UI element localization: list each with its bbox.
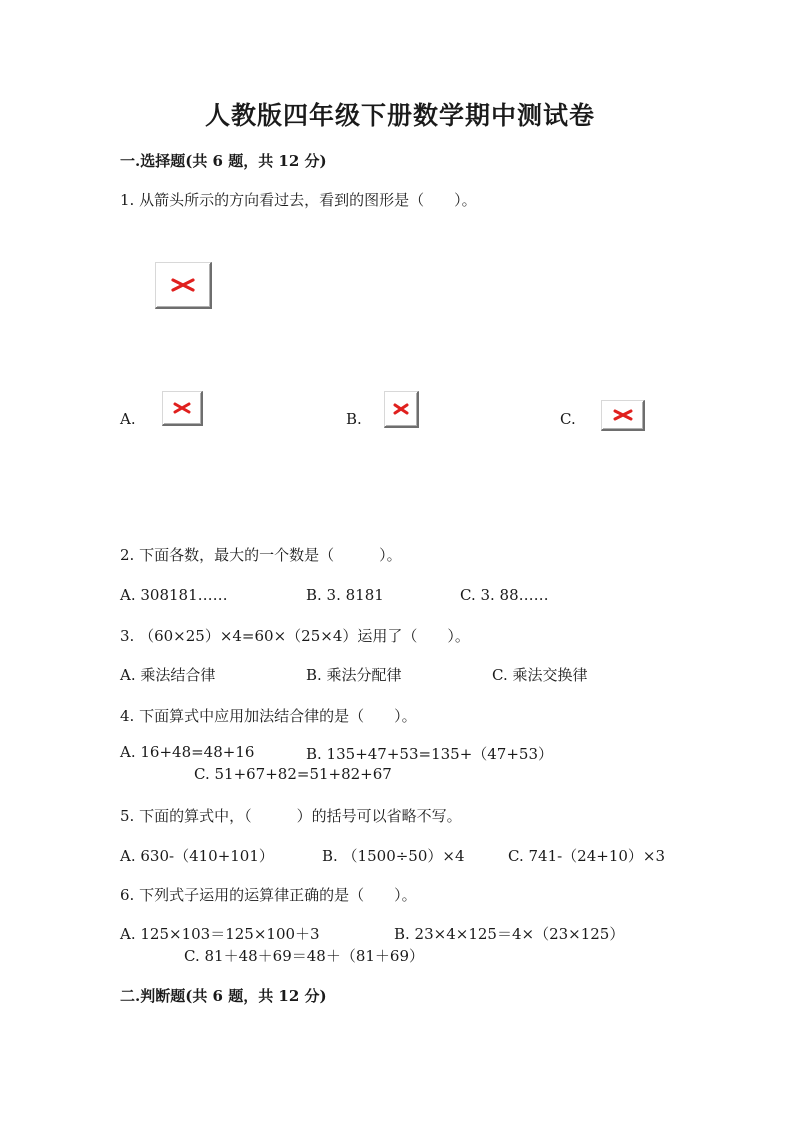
- question-2-option-c: C. 3. 88……: [460, 586, 549, 604]
- section-heading-choice: 一.选择题(共 6 题，共 12 分): [120, 152, 327, 170]
- broken-image-icon: [170, 278, 196, 292]
- section-heading-judgement: 二.判断题(共 6 题，共 12 分): [120, 987, 327, 1005]
- page-title: 人教版四年级下册数学期中测试卷: [204, 101, 595, 130]
- option-c-broken-image: [601, 400, 645, 431]
- question-3: 3. （60×25）×4=60×（25×4）运用了（ ）。: [120, 627, 470, 645]
- question-5-option-b: B. （1500÷50）×4: [322, 847, 465, 865]
- question-4-option-c: C. 51+67+82=51+82+67: [194, 765, 392, 783]
- question-4-option-a: A. 16+48=48+16: [120, 743, 255, 761]
- question-5-option-c: C. 741-（24+10）×3: [508, 847, 666, 865]
- question-2-option-b: B. 3. 8181: [306, 586, 384, 604]
- option-b-broken-image: [384, 391, 419, 428]
- question-6-option-c: C. 81＋48＋69＝48＋（81＋69）: [184, 947, 425, 965]
- question-5: 5. 下面的算式中，（ ）的括号可以省略不写。: [120, 807, 462, 825]
- question-6: 6. 下列式子运用的运算律正确的是（ ）。: [120, 886, 417, 904]
- question-2-option-a: A. 308181……: [120, 586, 228, 604]
- question-3-option-c: C. 乘法交换律: [492, 666, 588, 684]
- question-4-option-b: B. 135+47+53=135+（47+53）: [306, 745, 554, 763]
- question-1-option-a: A.: [120, 410, 136, 428]
- question-2: 2. 下面各数，最大的一个数是（ ）。: [120, 546, 402, 564]
- question-6-option-b: B. 23×4×125＝4×（23×125）: [394, 925, 625, 943]
- question-1: 1. 从箭头所示的方向看过去，看到的图形是（ ）。: [120, 191, 477, 209]
- broken-image-icon: [172, 402, 192, 414]
- broken-image-icon: [612, 409, 634, 421]
- question-1-figure-broken-image: [155, 262, 212, 309]
- question-1-option-c: C.: [560, 410, 576, 428]
- option-a-broken-image: [162, 391, 203, 426]
- question-3-option-a: A. 乘法结合律: [120, 666, 216, 684]
- broken-image-icon: [392, 403, 410, 415]
- question-6-option-a: A. 125×103＝125×100＋3: [120, 925, 320, 943]
- question-3-option-b: B. 乘法分配律: [306, 666, 402, 684]
- question-4: 4. 下面算式中应用加法结合律的是（ ）。: [120, 707, 417, 725]
- question-1-option-b: B.: [346, 410, 362, 428]
- question-5-option-a: A. 630-（410+101）: [120, 847, 274, 865]
